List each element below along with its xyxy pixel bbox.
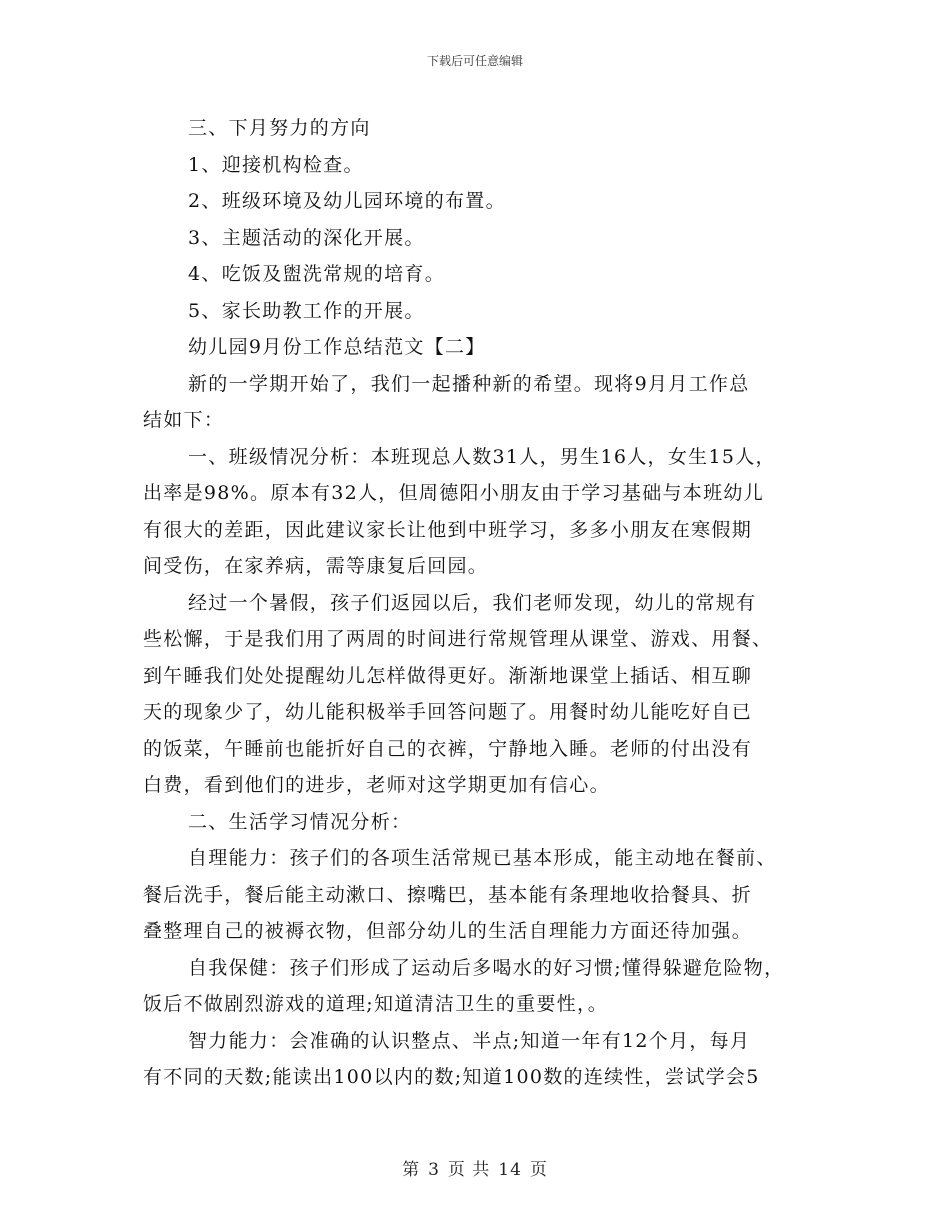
text-line: 到午睡我们处处提醒幼儿怎样做得更好。渐渐地课堂上插话、相互聊 <box>143 664 753 687</box>
footer-prefix: 第 <box>402 1160 421 1180</box>
text-line: 餐后洗手，餐后能主动漱口、擦嘴巴，基本能有条理地收拾餐具、折 <box>143 883 753 906</box>
text-line: 间受伤，在家养病，需等康复后回园。 <box>143 555 489 577</box>
text-line: 三、下月努力的方向 <box>188 117 371 139</box>
text-line: 1、迎接机构检查。 <box>188 153 364 176</box>
text-line: 4、吃饭及盥洗常规的培育。 <box>188 263 445 285</box>
page-footer <box>0 1155 950 1180</box>
text-line: 叠整理自己的被褥衣物，但部分幼儿的生活自理能力方面还待加强。 <box>143 920 753 942</box>
document-body <box>143 110 823 1096</box>
text-line: 天的现象少了，幼儿能积极举手回答问题了。用餐时幼儿能吃好自已 <box>143 701 753 723</box>
text-line: 出率是98%。原本有32人，但周德阳小朋友由于学习基础与本班幼儿 <box>143 482 765 504</box>
text-line: 有不同的天数;能读出100以内的数;知道100数的连续性，尝试学会5 <box>143 1066 760 1088</box>
current-page-number: 3 <box>428 1160 440 1180</box>
text-line: 3、主题活动的深化开展。 <box>188 226 425 249</box>
text-line: 自我保健：孩子们形成了运动后多喝水的好习惯;懂得躲避危险物， <box>188 956 785 979</box>
text-line: 一、班级情况分析：本班现总人数31人，男生16人，女生15人， <box>188 445 776 468</box>
text-line: 白费，看到他们的进步，老师对这学期更加有信心。 <box>143 774 610 796</box>
text-line: 新的一学期开始了，我们一起播种新的希望。现将9月月工作总 <box>188 372 750 395</box>
page-header <box>0 52 950 69</box>
total-pages-number: 14 <box>498 1160 522 1180</box>
footer-suffix: 页 <box>529 1160 548 1180</box>
header-text: 下载后可任意编辑 <box>426 54 523 68</box>
text-line: 经过一个暑假，孩子们返园以后，我们老师发现，幼儿的常规有 <box>188 591 757 614</box>
text-line: 2、班级环境及幼儿园环境的布置。 <box>188 190 506 212</box>
text-line: 二、生活学习情况分析： <box>188 810 412 833</box>
text-line: 自理能力：孩子们的各项生活常规已基本形成，能主动地在餐前、 <box>188 847 777 869</box>
footer-mid: 页 共 <box>447 1160 491 1180</box>
text-line: 智力能力：会准确的认识整点、半点;知道一年有12个月，每月 <box>188 1029 751 1052</box>
text-line: 些松懈，于是我们用了两周的时间进行常规管理从课堂、游戏、用餐、 <box>143 628 773 650</box>
text-line: 的饭菜，午睡前也能折好自己的衣裤，宁静地入睡。老师的付出没有 <box>143 737 753 760</box>
text-line: 饭后不做剧烈游戏的道理;知道清洁卫生的重要性，。 <box>143 993 609 1015</box>
text-line: 结如下： <box>143 409 225 431</box>
text-line: 5、家长助教工作的开展。 <box>188 299 425 322</box>
text-line: 幼儿园9月份工作总结范文【二】 <box>188 336 486 358</box>
text-line: 有很大的差距，因此建议家长让他到中班学习，多多小朋友在寒假期 <box>143 518 753 541</box>
